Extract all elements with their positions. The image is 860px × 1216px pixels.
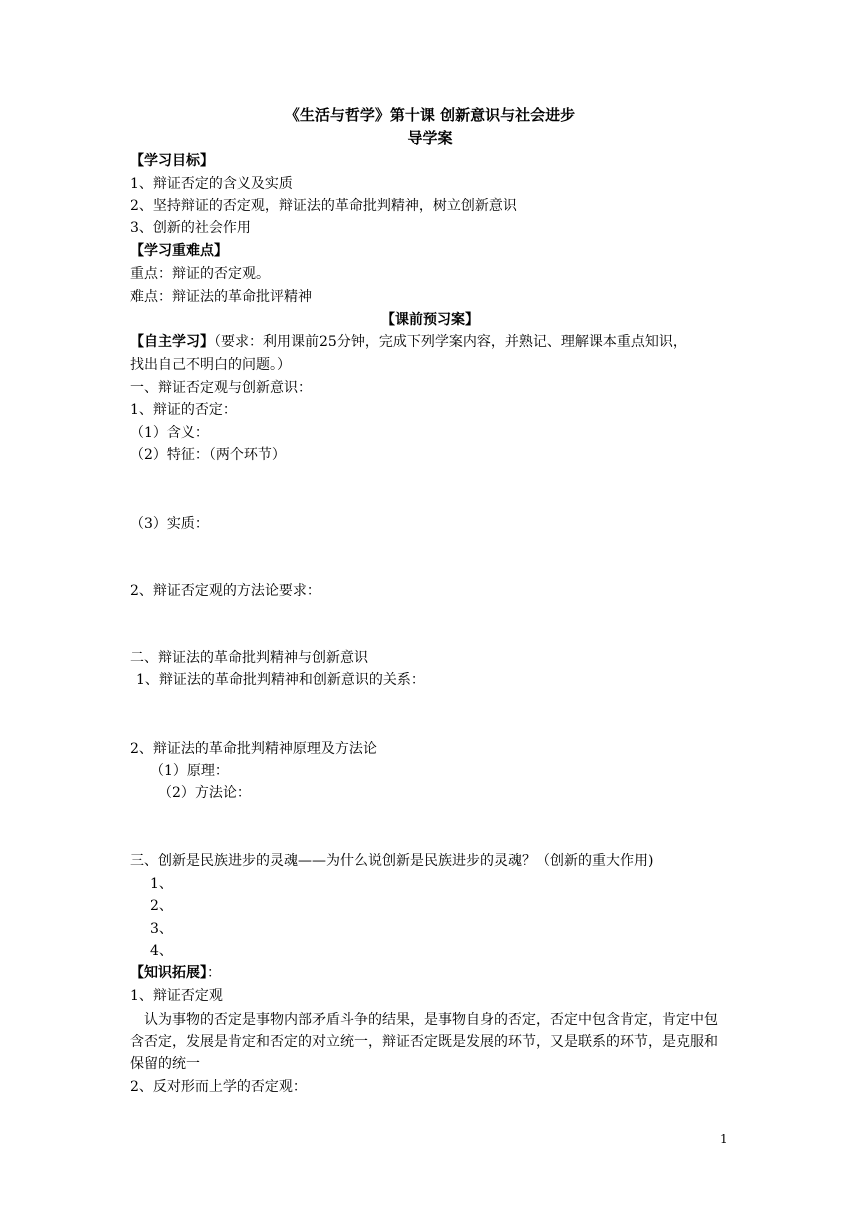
extension-2-heading: 2、反对形而上学的否定观： (130, 1079, 307, 1095)
section-2-2a: （1）原理： (150, 763, 229, 779)
section-2-1: 1、辩证法的革命批判精神和创新意识的关系： (136, 672, 425, 688)
section-1-2: 2、辩证否定观的方法论要求： (130, 583, 321, 599)
section-1-1b: （2）特征：（两个环节） (130, 447, 286, 463)
section-3-item: 3、 (150, 921, 173, 937)
preview-heading: 【课前预习案】 (381, 312, 479, 328)
section-3-heading: 三、创新是民族进步的灵魂——为什么说创新是民族进步的灵魂？（创新的重大作用) (130, 853, 654, 869)
extension-heading: 【知识拓展】 (130, 965, 207, 981)
goal-item: 1、辩证否定的含义及实质 (130, 176, 293, 192)
section-2-2b: （2）方法论： (158, 785, 251, 801)
section-1-1c: （3）实质： (130, 516, 209, 532)
goals-heading: 【学习目标】 (130, 153, 214, 169)
section-3-item: 4、 (150, 943, 173, 959)
goal-item: 3、创新的社会作用 (130, 220, 251, 236)
self-study-requirement-cont: 找出自己不明白的问题。） (130, 357, 291, 373)
key-item: 重点：辩证的否定观。 (130, 266, 270, 282)
extension-1-heading: 1、辩证否定观 (130, 988, 223, 1004)
document-subtitle: 导学案 (407, 129, 453, 147)
section-3-item: 2、 (150, 898, 173, 914)
key-item: 难点：辩证法的革命批评精神 (130, 289, 312, 305)
section-1-heading: 一、辩证否定观与创新意识： (130, 380, 312, 396)
section-1-1: 1、辩证的否定： (130, 402, 237, 418)
section-2-heading: 二、辩证法的革命批判精神与创新意识 (130, 650, 368, 666)
extension-line (130, 964, 221, 982)
page-number: 1 (720, 1132, 728, 1146)
goal-item: 2、坚持辩证的否定观，辩证法的革命批判精神，树立创新意识 (130, 198, 517, 214)
section-3-item: 1、 (150, 876, 173, 892)
self-study-line (130, 333, 687, 351)
self-study-heading: 【自主学习】 (130, 334, 214, 350)
document-title: 《生活与哲学》第十课 创新意识与社会进步 (284, 106, 576, 124)
self-study-requirement: （要求：利用课前25分钟，完成下列学案内容，并熟记、理解课本重点知识， (214, 334, 687, 350)
section-1-1a: （1）含义： (130, 425, 209, 441)
section-2-2: 2、辩证法的革命批判精神原理及方法论 (130, 741, 377, 757)
extension-1-paragraph: 认为事物的否定是事物内部矛盾斗争的结果，是事物自身的否定，否定中包含肯定，肯定中包含否定，发展是肯定和否定的对立统一，辩证否定既是发展的环节，又是联系的环节，是克服和保留的统一 (130, 1012, 718, 1072)
extension-colon: ： (207, 965, 221, 981)
keys-heading: 【学习重难点】 (130, 243, 228, 259)
